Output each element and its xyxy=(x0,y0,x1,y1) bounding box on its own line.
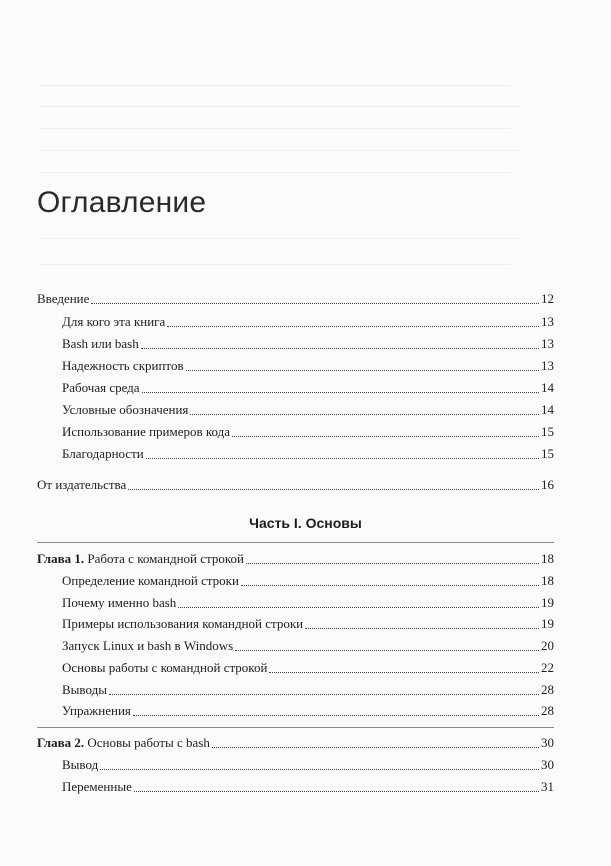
toc-entry-label: Определение командной строки xyxy=(62,573,239,588)
toc-entry-label: Введение xyxy=(37,291,90,306)
divider xyxy=(37,542,554,543)
toc-entry-label: Условные обозначения xyxy=(62,402,189,417)
toc-entry[interactable] xyxy=(62,573,554,589)
toc-entry-label: Рабочая среда xyxy=(62,380,140,395)
divider xyxy=(37,727,554,728)
toc-entry-page: 19 xyxy=(541,595,554,610)
dot-leader xyxy=(133,715,539,716)
chapter-prefix: Глава 1. xyxy=(37,551,85,566)
toc-entry-label: Вывод xyxy=(62,757,99,772)
toc-entry-page: 22 xyxy=(541,660,554,675)
toc-entry[interactable] xyxy=(62,314,554,330)
dot-leader xyxy=(241,585,539,586)
toc-entry-page: 14 xyxy=(541,402,554,417)
dot-leader xyxy=(167,326,539,327)
dot-leader xyxy=(134,791,539,792)
toc-entry-label: Благодарности xyxy=(62,446,144,461)
toc-entry[interactable] xyxy=(62,358,554,374)
dot-leader xyxy=(235,650,539,651)
dot-leader xyxy=(146,458,539,459)
dot-leader xyxy=(269,672,539,673)
toc-entry-page: 19 xyxy=(541,616,554,631)
toc-entry-page: 30 xyxy=(541,757,554,772)
toc-entry[interactable] xyxy=(62,336,554,352)
toc-entry-page: 28 xyxy=(541,703,554,718)
toc-entry[interactable] xyxy=(62,424,554,440)
toc-entry[interactable] xyxy=(62,682,554,698)
toc-entry[interactable] xyxy=(62,616,554,632)
dot-leader xyxy=(109,694,539,695)
toc-entry[interactable] xyxy=(62,446,554,462)
toc-entry-page: 13 xyxy=(541,358,554,373)
toc-entry-page: 20 xyxy=(541,638,554,653)
toc-entry-page: 13 xyxy=(541,314,554,329)
toc-entry-label: Запуск Linux и bash в Windows xyxy=(62,638,234,653)
dot-leader xyxy=(186,370,539,371)
chapter-title: Работа с командной строкой xyxy=(87,551,244,566)
page-title: Оглавление xyxy=(37,186,207,219)
toc-entry-page: 28 xyxy=(541,682,554,697)
toc-entry-page: 31 xyxy=(541,779,554,794)
dot-leader xyxy=(190,414,539,415)
toc-entry-label: Использование примеров кода xyxy=(62,424,231,439)
dot-leader xyxy=(128,489,539,490)
dot-leader xyxy=(100,769,539,770)
toc-entry-page: 15 xyxy=(541,446,554,461)
toc-entry-label: Упражнения xyxy=(62,703,131,718)
toc-entry[interactable] xyxy=(62,703,554,719)
toc-entry-page: 30 xyxy=(541,735,554,750)
toc-entry-label: Выводы xyxy=(62,682,107,697)
toc-entry[interactable] xyxy=(62,380,554,396)
toc-entry[interactable] xyxy=(62,638,554,654)
toc-chapter-2[interactable] xyxy=(37,735,554,751)
chapter-title: Основы работы с bash xyxy=(87,735,210,750)
toc-entry[interactable] xyxy=(62,757,554,773)
toc-entry[interactable] xyxy=(62,595,554,611)
dot-leader xyxy=(212,747,539,748)
toc-entry-page: 13 xyxy=(541,336,554,351)
toc-entry-page: 16 xyxy=(541,477,554,492)
dot-leader xyxy=(178,607,539,608)
dot-leader xyxy=(305,628,539,629)
toc-entry-label: Почему именно bash xyxy=(62,595,177,610)
toc-entry-page: 15 xyxy=(541,424,554,439)
toc-entry-label: Для кого эта книга xyxy=(62,314,166,329)
toc-entry-label: Переменные xyxy=(62,779,132,794)
toc-entry-page: 12 xyxy=(541,291,554,306)
toc-entry-page: 14 xyxy=(541,380,554,395)
toc-entry[interactable] xyxy=(62,660,554,676)
toc-entry-label: Bash или bash xyxy=(62,336,139,351)
toc-chapter-1[interactable] xyxy=(37,551,554,567)
toc-entry-intro[interactable] xyxy=(37,291,554,307)
dot-leader xyxy=(91,303,539,304)
chapter-prefix: Глава 2. xyxy=(37,735,85,750)
dot-leader xyxy=(142,392,539,393)
toc-entry[interactable] xyxy=(62,779,554,795)
dot-leader xyxy=(232,436,539,437)
toc-chapter-label xyxy=(37,551,244,567)
dot-leader xyxy=(246,563,539,564)
toc-entry-label: Основы работы с командной строкой xyxy=(62,660,268,675)
toc-chapter-label xyxy=(37,735,210,751)
toc-entry-label: Примеры использования командной строки xyxy=(62,616,304,631)
part-heading: Часть I. Основы xyxy=(249,515,362,531)
dot-leader xyxy=(141,348,539,349)
toc-entry[interactable] xyxy=(62,402,554,418)
toc-entry-page: 18 xyxy=(541,573,554,588)
toc-entry-page: 18 xyxy=(541,551,554,566)
toc-entry-publisher[interactable] xyxy=(37,477,554,493)
toc-entry-label: Надежность скриптов xyxy=(62,358,184,373)
toc-entry-label: От издательства xyxy=(37,477,127,492)
